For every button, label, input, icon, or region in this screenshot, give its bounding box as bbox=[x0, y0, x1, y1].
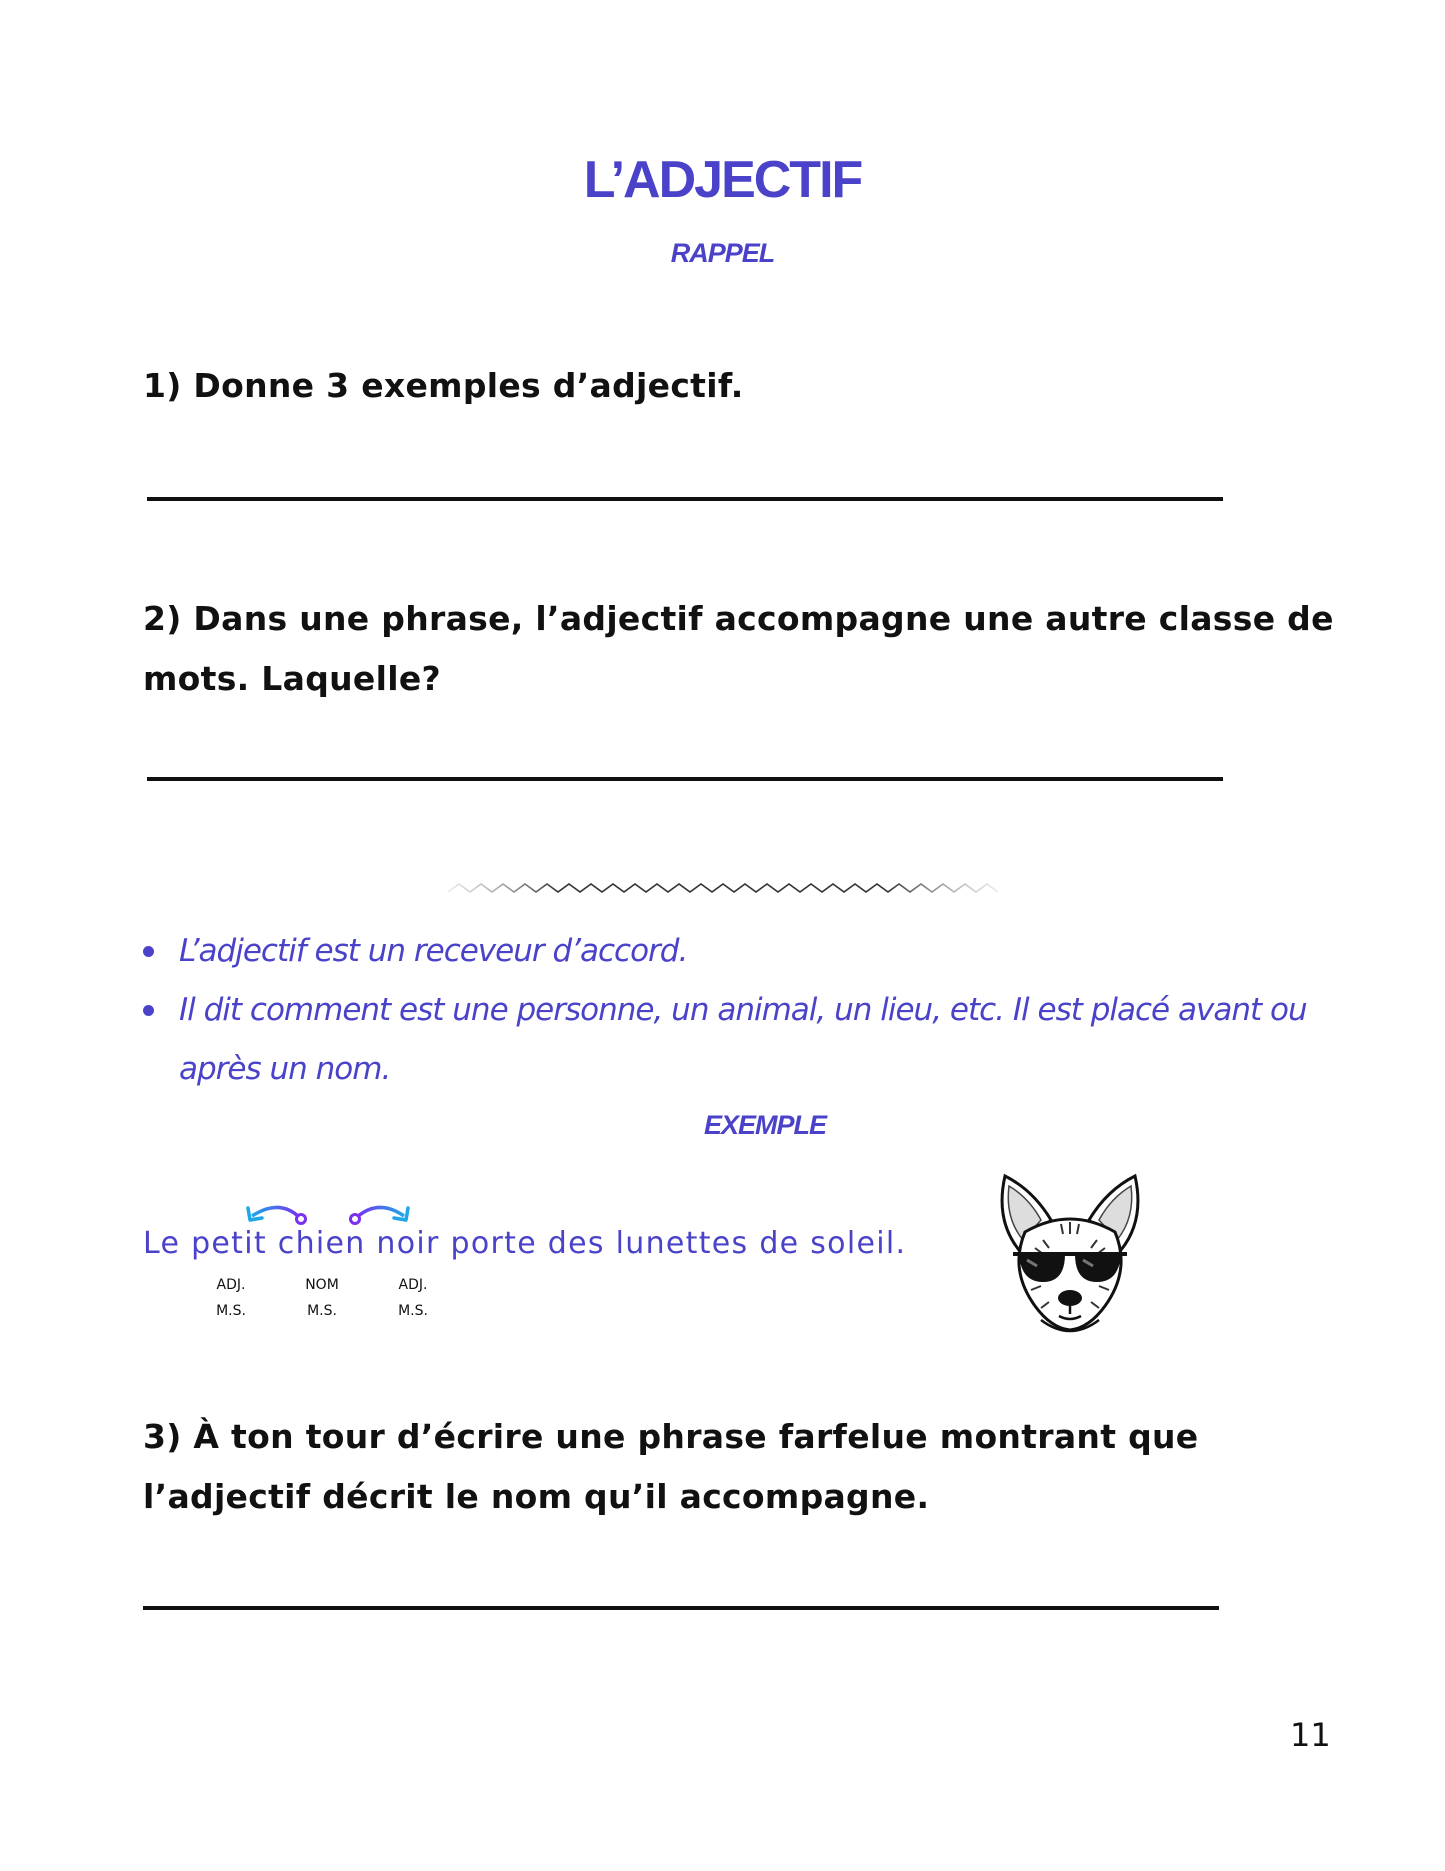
grammar-tag bbox=[373, 1272, 453, 1324]
grammar-tag bbox=[282, 1272, 362, 1324]
tag-gender: M.S. bbox=[216, 1303, 246, 1319]
question-3-line-2: l’adjectif décrit le nom qu’il accompagne. bbox=[143, 1477, 930, 1516]
answer-line-1[interactable] bbox=[147, 497, 1223, 501]
tag-class: NOM bbox=[305, 1277, 339, 1293]
zigzag-divider bbox=[448, 881, 998, 897]
rule-list bbox=[143, 922, 1343, 1099]
question-3-line-1: 3) À ton tour d’écrire une phrase farfelue montrant que bbox=[143, 1417, 1199, 1456]
chihuahua-sunglasses-illustration bbox=[985, 1170, 1155, 1340]
tag-class: ADJ. bbox=[398, 1277, 428, 1293]
tag-gender: M.S. bbox=[307, 1303, 337, 1319]
page-number: 11 bbox=[1290, 1716, 1331, 1754]
rule-list-item: L’adjectif est un receveur d’accord. bbox=[143, 922, 1343, 981]
answer-line-2[interactable] bbox=[147, 777, 1223, 781]
dog-nose bbox=[1058, 1290, 1082, 1306]
page-title: L’ADJECTIF bbox=[583, 151, 862, 209]
question-2-line-1: 2) Dans une phrase, l’adjectif accompagne une autre classe de bbox=[143, 599, 1334, 638]
question-2-line-2: mots. Laquelle? bbox=[143, 659, 441, 698]
question-2 bbox=[143, 589, 1334, 709]
rule-list-item: Il dit comment est une personne, un animal, un lieu, etc. Il est placé avant ou après un nom. bbox=[143, 981, 1343, 1099]
left-arrow bbox=[252, 1207, 300, 1218]
question-3 bbox=[143, 1407, 1198, 1527]
grammar-tag bbox=[191, 1272, 271, 1324]
tag-gender: M.S. bbox=[398, 1303, 428, 1319]
page-subtitle: RAPPEL bbox=[670, 238, 775, 268]
example-label: EXEMPLE bbox=[703, 1110, 827, 1140]
right-arrow-dot bbox=[351, 1215, 360, 1224]
example-sentence: Le petit chien noir porte des lunettes de soleil. bbox=[143, 1226, 907, 1261]
answer-line-3[interactable] bbox=[143, 1606, 1219, 1610]
question-1: 1) Donne 3 exemples d’adjectif. bbox=[143, 366, 744, 405]
right-arrow bbox=[356, 1207, 404, 1218]
left-arrow-dot bbox=[297, 1215, 306, 1224]
tag-class: ADJ. bbox=[216, 1277, 246, 1293]
